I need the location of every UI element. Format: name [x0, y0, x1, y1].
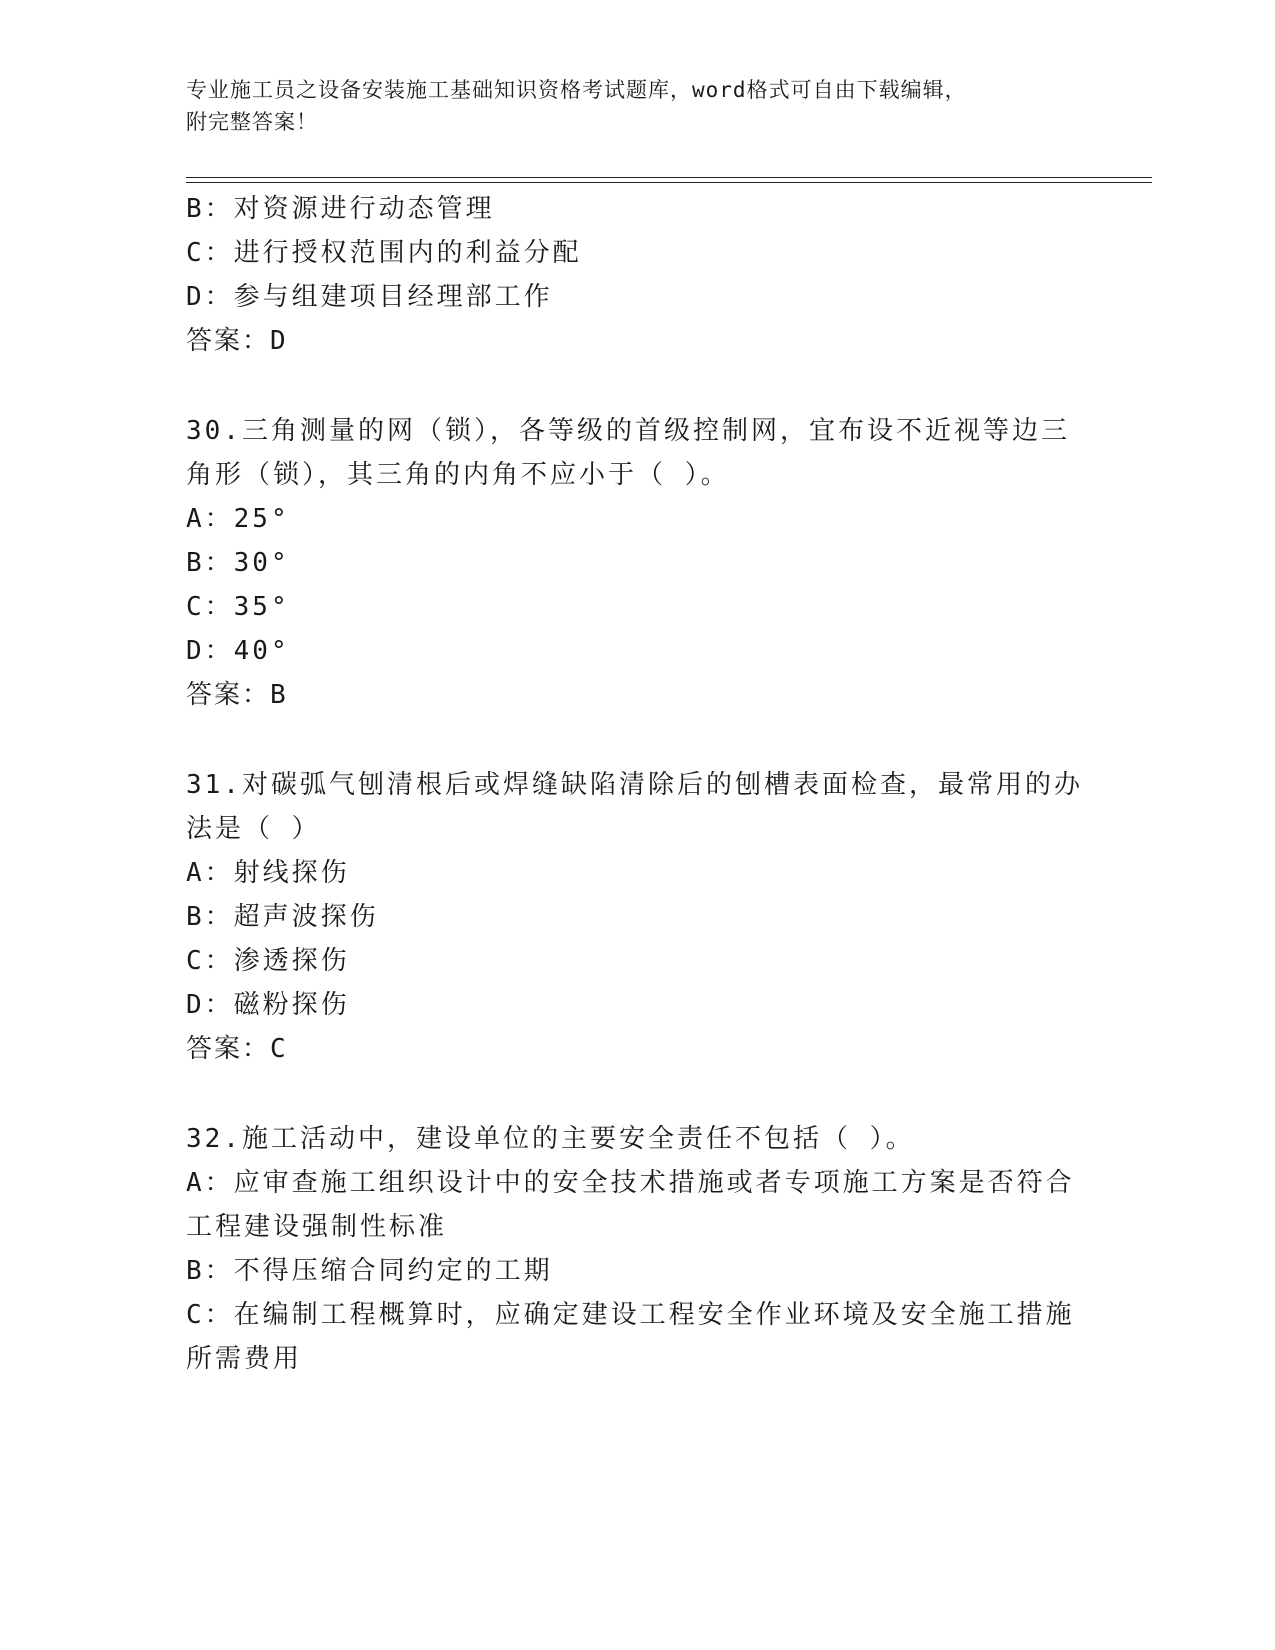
q31-option-b: B：超声波探伤 — [186, 902, 379, 932]
prev-option-c: C：进行授权范围内的利益分配 — [186, 238, 582, 268]
q30-answer: 答案：B — [186, 680, 288, 710]
prev-option-d: D：参与组建项目经理部工作 — [186, 282, 553, 312]
header-title-line1: 专业施工员之设备安装施工基础知识资格考试题库，word格式可自由下载编辑， — [186, 78, 967, 102]
q32-option-a-line2: 工程建设强制性标准 — [186, 1212, 448, 1242]
q30-option-d: D：40° — [186, 636, 290, 666]
q32-option-b: B：不得压缩合同约定的工期 — [186, 1256, 553, 1286]
q30-option-c: C：35° — [186, 592, 290, 622]
q31-answer: 答案：C — [186, 1034, 288, 1064]
prev-option-b: B：对资源进行动态管理 — [186, 194, 495, 224]
q30-stem-line1: 30.三角测量的网（锁），各等级的首级控制网，宜布设不近视等边三 — [186, 416, 1070, 446]
document-header — [186, 74, 1066, 138]
header-divider-top — [186, 177, 1152, 178]
q31-stem-line2: 法是（ ） — [186, 814, 321, 844]
prev-answer: 答案：D — [186, 326, 288, 356]
q31-option-c: C：渗透探伤 — [186, 946, 350, 976]
q31-stem-line1: 31.对碳弧气刨清根后或焊缝缺陷清除后的刨槽表面检查，最常用的办 — [186, 770, 1083, 800]
q31-option-d: D：磁粉探伤 — [186, 990, 350, 1020]
q31-option-a: A：射线探伤 — [186, 858, 350, 888]
q30-option-b: B：30° — [186, 548, 290, 578]
q32-option-c-line2: 所需费用 — [186, 1344, 303, 1374]
q30-stem-line2: 角形（锁），其三角的内角不应小于（ ）。 — [186, 460, 730, 490]
q30-option-a: A：25° — [186, 504, 290, 534]
header-divider-bottom — [186, 182, 1152, 183]
header-title-line2: 附完整答案！ — [186, 110, 318, 134]
q32-stem: 32.施工活动中，建设单位的主要安全责任不包括（ ）。 — [186, 1124, 915, 1154]
q32-option-a-line1: A：应审查施工组织设计中的安全技术措施或者专项施工方案是否符合 — [186, 1168, 1075, 1198]
q32-option-c-line1: C：在编制工程概算时，应确定建设工程安全作业环境及安全施工措施 — [186, 1300, 1075, 1330]
